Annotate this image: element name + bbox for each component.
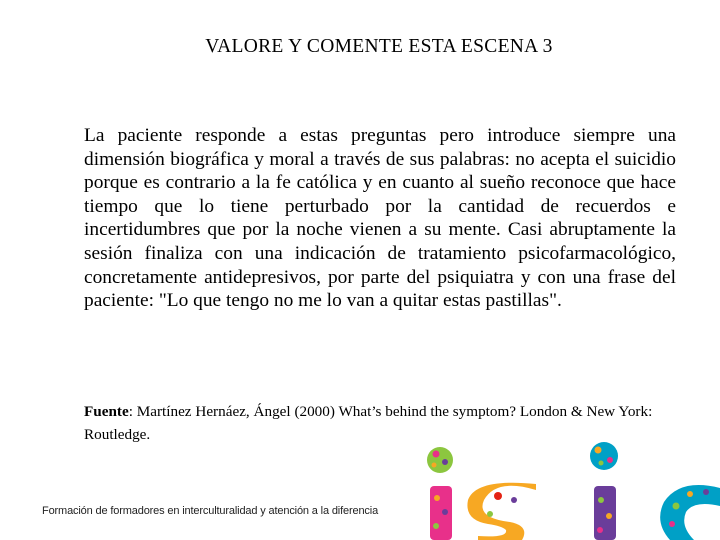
slide-title: VALORE Y COMENTE ESTA ESCENA 3 <box>205 36 553 57</box>
logo-letter-s <box>467 483 536 540</box>
footer-text: Formación de formadores en interculturalidad y atención a la diferencia <box>42 505 379 517</box>
logo-dot-1 <box>427 447 453 473</box>
source-label: Fuente <box>84 403 129 420</box>
logo-letter-i-1 <box>430 486 452 540</box>
source-text: : Martínez Hernáez, Ángel (2000) What’s behind the symptom? London & New York: Routledge. <box>84 403 653 443</box>
logo-dot-2 <box>590 442 618 470</box>
colorful-logo <box>418 440 720 540</box>
logo-letter-i-2 <box>594 486 616 540</box>
body-paragraph: La paciente responde a estas preguntas pero introduce siempre una dimensión biográfica y moral a través de sus palabras: no acepta el suicidio porque es contrario a la fe católica y en cuanto al sueño reconoce que hace tiempo que lo tiene perturbado por la cantidad de recuerdos e incertidumbres que por la noche vienen a su mente. Casi abruptamente la sesión finaliza con una indicación de tratamiento psicofarmacológico, concretamente antidepresivos, por parte del psiquiatra y con una frase del paciente: "Lo que tengo no me lo van a quitar estas pastillas". <box>84 125 676 312</box>
